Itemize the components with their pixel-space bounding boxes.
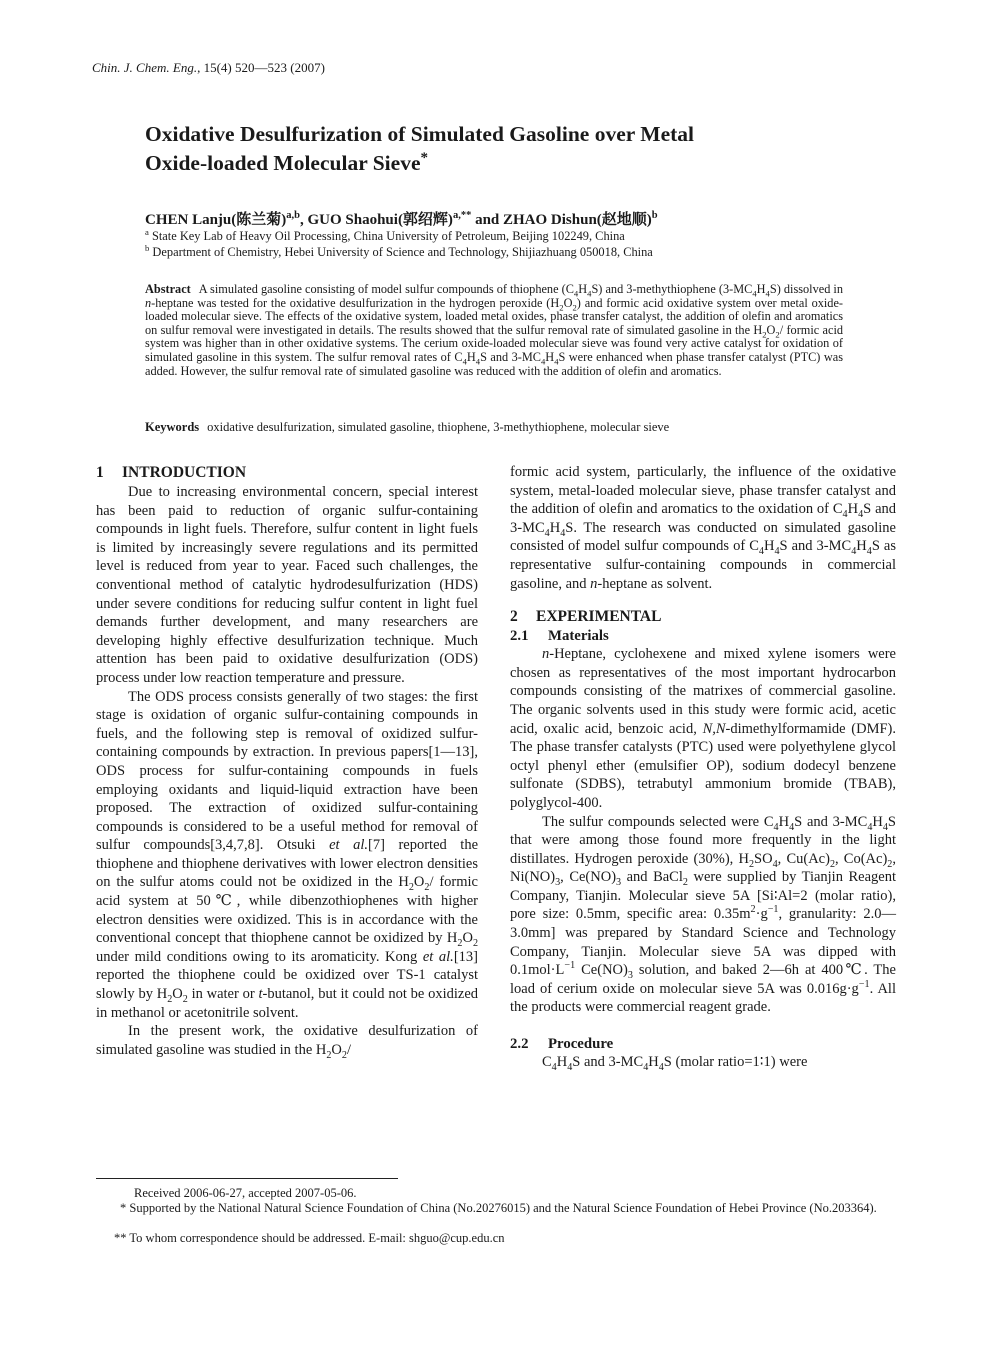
keywords-text: oxidative desulfurization, simulated gasoline, thiophene, 3-methythiophene, molecular sieve [207,420,670,434]
affiliation-b [145,244,653,260]
materials-paragraph-2: The sulfur compounds selected were $C_4H_4S$ and $3-MC_4H_4S$ that were among those found more frequently in the light distillates. Hydrogen peroxide (30%), $H_2SO_4$, $Cu(Ac)_2$, $Co(Ac)_2$, $Ni(NO)_3$, $Ce(NO)_3$ and BaCl$_2$ were supplied by Tianjin Reagent Company, Tianjin. Molecular sieve 5A [Si∶Al=2 (molar ratio), pore size: 0.5mm, specific area: $0.35m^2\cdot g^{-1}$, granularity: 2.0—3.0mm] was prepared by Standard Science and Technology Company, Tianjin. Molecular sieve 5A was dipped with $0.1mol\cdot L^{-1}$ $Ce(NO)_3$ solution, and baked 2—6h at 400℃. The load of cerium oxide on molecular sieve 5A was $0.016g\cdot g^{-1}$. All the products were commercial reagent grade. [510,813,896,1016]
paper-title [145,120,865,178]
journal-volume: , 15(4) 520—523 (2007) [197,60,325,75]
keywords [145,420,845,435]
intro-paragraph-2: The ODS process consists generally of two stages: the first stage is oxidation of organic sulfur-containing compounds in fuels, and the following step is removal of oxidized sulfur-containing compounds by extraction. In previous papers[1—13], ODS process for sulfur-containing compounds in fuels employing oxidants and liquid-liquid extraction have been proposed. The extraction of oxidized sulfur-containing compounds is considered to be a useful method for removal of sulfur compounds[3,4,7,8]. Otsuki et al.[7] reported the thiophene and thiophene derivatives with lower electron densities on the sulfur atoms could not be oxidized in the $H_2O_2/$ formic acid system at 50℃, while dibenzothiophenes with higher electron densities were oxidized. This is in accordance with the conventional concept that thiophene cannot be oxidized by $H_2O_2$ under mild conditions owing to its aromaticity. Kong et al.[13] reported the thiophene could be oxidized over TS-1 catalyst slowly by $H_2O_2$ in water or t-butanol, but it could not be oxidized in methanol or acetonitrile solvent. [96,688,479,1021]
procedure-paragraph-1: $C_4H_4S$ and $3-MC_4H_4S$ (molar ratio=1∶1) were [542,1054,808,1073]
title-line-2: Oxide-loaded Molecular Sieve [145,151,421,175]
author-3-affil: b [651,210,658,221]
section-2-1-heading: 2.1 Materials [510,628,609,645]
footnote-correspondence: ** To whom correspondence should be addressed. E-mail: shguo@cup.edu.cn [114,1231,505,1245]
affiliation-b-text: Department of Chemistry, Hebei University of Science and Technology, Shijiazhuang 050018, China [149,245,653,259]
section-2-heading: 2 EXPERIMENTAL [510,608,662,626]
section-2-2-heading: 2.2 Procedure [510,1036,614,1053]
author-2-affil: a,** [452,210,472,221]
author-1-affil: a,b [286,210,300,221]
affiliation-b-mark: b [145,242,150,253]
journal-citation [92,60,325,76]
left-column [96,463,478,1059]
abstract-label: Abstract [145,282,191,296]
intro-paragraph-3: In the present work, the oxidative desulfurization of simulated gasoline was studied in the $H_2O_2/$ [96,1023,478,1061]
abstract: Abstract A simulated gasoline consisting of model sulfur compounds of thiophene $(C_4H_4S)$ and 3-methythiophene $(3-MC_4H_4S)$ dissolved in n-heptane was tested for the oxidative desulfurization in the hydrogen peroxide $(H_2O_2)$ and formic acid oxidative system over metal oxide-loaded molecular sieve. The effects of the oxidative system, loaded metal oxides, phase transfer catalyst, the addition of olefin and aromatics on sulfur removal were investigated in details. The results showed that the sulfur removal rate of simulated gasoline in the $H_2O_2/$ formic acid system was higher than in other oxidative systems. The cerium oxide-loaded molecular sieve was found very active catalyst for oxidation of simulated gasoline in this system. The sulfur removal rates of $C_4H_4S$ and $3-MC_4H_4S$ were enhanced when phase transfer catalyst (PTC) was added. However, the sulfur removal rate of simulated gasoline was reduced with the addition of olefin and aromatics. [145,282,844,378]
title-line-1: Oxidative Desulfurization of Simulated Gasoline over Metal [145,122,695,146]
title-footnote-mark: * [420,149,429,166]
materials-paragraph-1: n-Heptane, cyclohexene and mixed xylene isomers were chosen as representatives of the most important hydrocarbon compounds consisting of the matrixes of commercial gasoline. The organic solvents used in this study were formic acid, acetic acid, oxalic acid, benzoic acid, N,N-dimethylformamide (DMF). The phase transfer catalysts (PTC) used were polyethylene glycol octyl phenyl ether (emulsifier OP), sodium dodecyl benzene sulfonate (SDBS), tetrabutyl ammonium bromide (TBAB), polyglycol-400. [510,646,896,811]
received-date: Received 2006-06-27, accepted 2007-05-06. [134,1186,357,1200]
intro-paragraph-3-cont: formic acid system, particularly, the influence of the oxidative system, metal-loaded molecular sieve, phase transfer catalyst and the addition of olefin and aromatics to the oxidation of $C_4H_4S$ and $3-MC_4H_4S$. The research was conducted on simulated gasoline consisted of model sulfur compounds of $C_4H_4S$ and $3-MC_4H_4S$ as representative sulfur-containing compounds in commercial gasoline, and n-heptane as solvent. [510,464,896,592]
affiliation-a-text: State Key Lab of Heavy Oil Processing, China University of Petroleum, Beijing 102249, China [148,229,625,243]
author-1: CHEN Lanju(陈兰菊) [145,212,287,228]
author-list [145,208,905,229]
keywords-label: Keywords [145,420,200,434]
intro-paragraph-1: Due to increasing environmental concern, special interest has been paid to reduction of organic sulfur-containing compounds in light fuels. Therefore, sulfur content in light fuels is limited by increasingly severe regulations and its permitted level is reduced from year to year. Faced such challenges, the conventional method of catalytic hydrodesulfurization (HDS) under severe conditions for reducing sulfur content in light fuel demands further development, and many researchers are developing highly effective desulfurization technique. Much attention has been paid to oxidative desulfurization (ODS) process under low reaction temperature and pressure. [96,484,478,686]
right-column [510,463,896,1072]
section-1-heading: 1 INTRODUCTION [96,464,247,481]
journal-name: Chin. J. Chem. Eng. [92,60,198,75]
author-2: , GUO Shaohui(郭绍辉) [299,212,453,228]
footnote-rule [96,1178,398,1179]
affiliation-a-mark: a [145,226,149,237]
footnote-funding: * Supported by the National Natural Science Foundation of China (No.20276015) and the Natural Science Foundation of Hebei Province (No.203364). [120,1201,877,1215]
author-3: and ZHAO Dishun(赵地顺) [471,212,652,228]
affiliation-a [145,228,625,244]
